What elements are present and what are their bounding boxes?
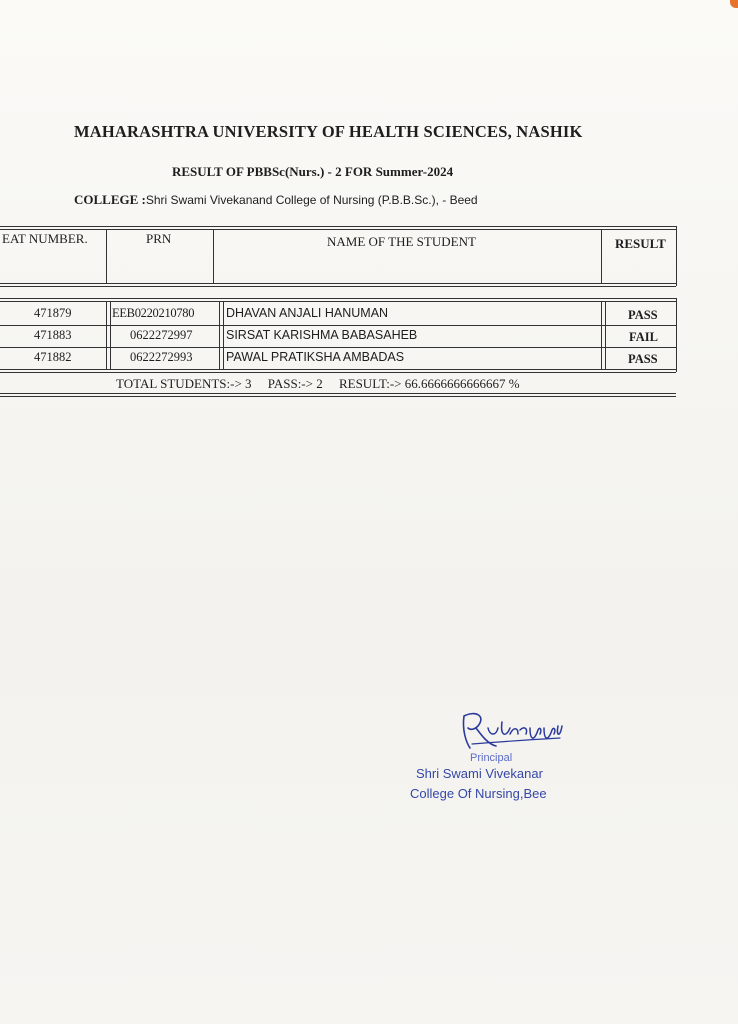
college-name: Shri Swami Vivekanand College of Nursing (P.B.B.Sc.), - Beed — [145, 193, 478, 207]
table-header-bottom-line-2 — [0, 286, 676, 287]
principal-label: Principal — [470, 752, 513, 764]
row-2-seat: 471883 — [34, 328, 72, 342]
table-top-line — [0, 226, 676, 227]
rows-bottom-line — [0, 369, 676, 370]
col-header-seat: EAT NUMBER. — [2, 231, 88, 246]
table-right-edge — [676, 226, 677, 286]
row-3-prn: 0622272993 — [130, 350, 193, 364]
university-title: MAHARASHTRA UNIVERSITY OF HEALTH SCIENCES, NASHIK — [74, 122, 583, 141]
result-title: RESULT OF PBBSc(Nurs.) - 2 FOR Summer-2024 — [172, 164, 454, 179]
col-divider — [219, 301, 220, 369]
summary-bottom-line — [0, 393, 676, 394]
col-divider — [213, 229, 214, 283]
col-header-name: NAME OF THE STUDENT — [327, 234, 476, 249]
col-divider — [605, 301, 606, 369]
college-line — [74, 192, 478, 208]
row-2-prn: 0622272997 — [130, 328, 193, 342]
col-divider — [601, 229, 602, 283]
row-1-name: DHAVAN ANJALI HANUMAN — [226, 306, 389, 320]
row-1-result: PASS — [628, 308, 658, 322]
principal-signature — [456, 706, 566, 752]
col-divider — [601, 301, 602, 369]
col-header-result: RESULT — [615, 236, 666, 251]
table-right-edge — [676, 298, 677, 372]
table-top-line-2 — [0, 229, 676, 230]
col-divider — [223, 301, 224, 369]
rows-top-line — [0, 298, 676, 299]
row-1-prn: EEB0220210780 — [112, 306, 195, 320]
row-2-result: FAIL — [629, 330, 658, 344]
table-header-bottom-line — [0, 283, 676, 284]
col-divider — [106, 229, 107, 283]
row-2-name: SIRSAT KARISHMA BABASAHEB — [226, 328, 418, 342]
summary-line: TOTAL STUDENTS:-> 3 PASS:-> 2 RESULT:-> 66.6666666666667 % — [116, 376, 520, 391]
row-1-seat: 471879 — [34, 306, 72, 320]
row-separator — [0, 347, 676, 348]
col-header-prn: PRN — [146, 231, 172, 246]
row-3-seat: 471882 — [34, 350, 72, 364]
summary-bottom-line-2 — [0, 396, 676, 397]
rows-top-line-2 — [0, 301, 676, 302]
row-3-result: PASS — [628, 352, 658, 366]
stamp-college-line-1: Shri Swami Vivekanar — [416, 766, 543, 781]
row-3-name: PAWAL PRATIKSHA AMBADAS — [226, 350, 405, 364]
row-separator — [0, 325, 676, 326]
stamp-college-line-2: College Of Nursing,Bee — [410, 786, 547, 801]
col-divider — [106, 301, 107, 369]
col-divider — [110, 301, 111, 369]
college-label: COLLEGE : — [74, 192, 146, 207]
rows-bottom-line-2 — [0, 372, 676, 373]
